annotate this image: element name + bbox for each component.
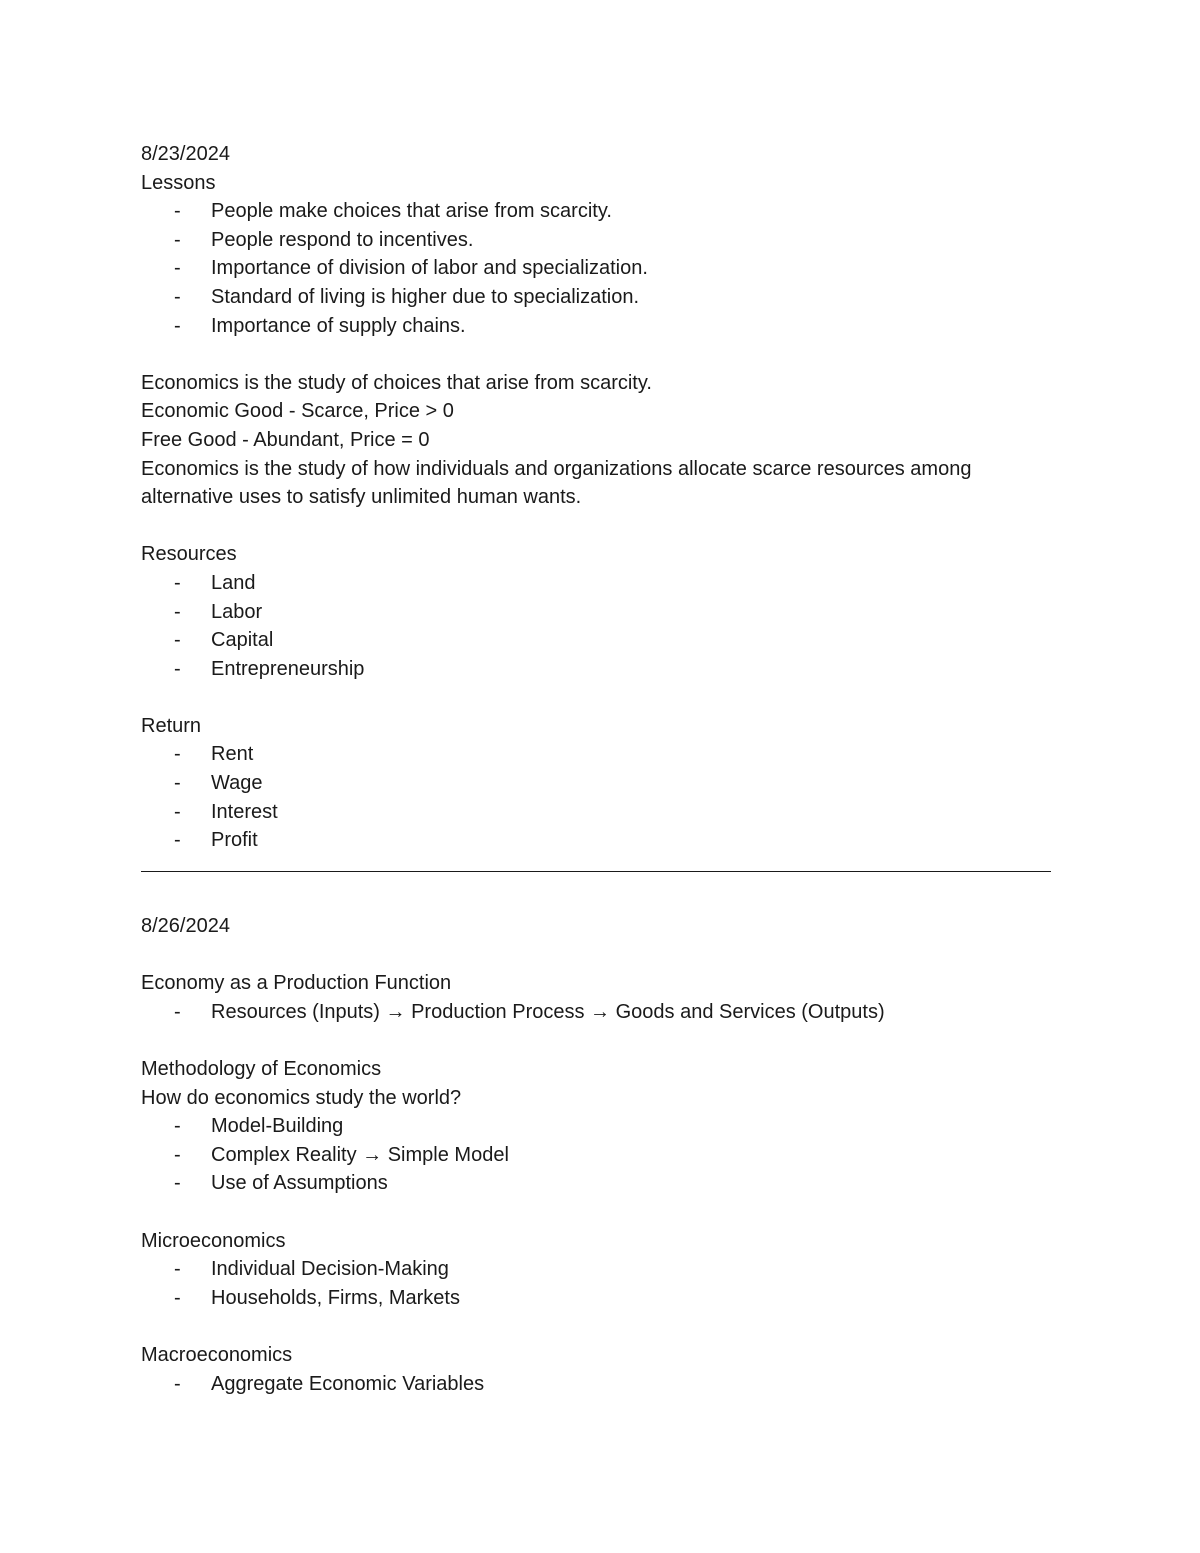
list-item: - Households, Firms, Markets bbox=[141, 1284, 1101, 1313]
list-item: - People respond to incentives. bbox=[141, 226, 1101, 255]
spacer bbox=[141, 941, 1101, 970]
list-item: - Labor bbox=[141, 598, 1101, 627]
bullet-dash: - bbox=[174, 314, 181, 337]
lessons-heading: Lessons bbox=[141, 171, 216, 194]
bullet-dash: - bbox=[174, 228, 181, 251]
spacer bbox=[141, 512, 1101, 541]
date-heading: 8/23/2024 bbox=[141, 143, 230, 165]
list-item: - Entrepreneurship bbox=[141, 655, 1101, 684]
bullet-dash: - bbox=[174, 1258, 181, 1281]
list-item: - Rent bbox=[141, 740, 1101, 769]
list-item: - Complex Reality → Simple Model bbox=[141, 1141, 1101, 1170]
bullet-dash: - bbox=[174, 772, 181, 795]
list-item: - Importance of division of labor and specialization. bbox=[141, 254, 1101, 283]
bullet-dash: - bbox=[174, 743, 181, 766]
bullet-dash: - bbox=[174, 257, 181, 280]
definition-line: Free Good - Abundant, Price = 0 bbox=[141, 428, 430, 451]
micro-heading: Microeconomics bbox=[141, 1229, 286, 1252]
macro-heading: Macroeconomics bbox=[141, 1343, 293, 1366]
section-divider bbox=[141, 855, 1101, 884]
list-item: - Capital bbox=[141, 626, 1101, 655]
spacer bbox=[141, 883, 1101, 912]
bullet-dash: - bbox=[174, 629, 181, 652]
spacer bbox=[141, 1312, 1101, 1341]
bullet-dash: - bbox=[174, 1372, 181, 1395]
methodology-heading: Methodology of Economics bbox=[141, 1058, 382, 1080]
bullet-dash: - bbox=[174, 1143, 181, 1166]
list-item: - Wage bbox=[141, 769, 1101, 798]
definition-paragraph: Economics is the study of how individuals and organizations allocate scarce resources among alternative uses to satisfy unlimited human wants. bbox=[141, 457, 972, 509]
list-item: - Individual Decision-Making bbox=[141, 1255, 1101, 1284]
list-item: - People make choices that arise from scarcity. bbox=[141, 197, 1101, 226]
bullet-dash: - bbox=[174, 1286, 181, 1309]
bullet-dash: - bbox=[174, 829, 181, 852]
spacer bbox=[141, 683, 1101, 712]
bullet-dash: - bbox=[174, 571, 181, 594]
list-item: - Standard of living is higher due to specialization. bbox=[141, 283, 1101, 312]
bullet-dash: - bbox=[174, 1115, 181, 1138]
list-item: - Importance of supply chains. bbox=[141, 312, 1101, 341]
resources-heading: Resources bbox=[141, 543, 237, 566]
bullet-dash: - bbox=[174, 200, 181, 223]
list-item: - Resources (Inputs) → Production Process → Goods and Services (Outputs) bbox=[141, 998, 1101, 1027]
bullet-dash: - bbox=[174, 600, 181, 623]
definition-line: Economics is the study of choices that arise from scarcity. bbox=[141, 371, 652, 394]
list-item: - Aggregate Economic Variables bbox=[141, 1370, 1101, 1399]
return-heading: Return bbox=[141, 714, 202, 737]
spacer bbox=[141, 1198, 1101, 1227]
bullet-dash: - bbox=[174, 800, 181, 823]
document-page bbox=[141, 140, 1101, 1398]
bullet-dash: - bbox=[174, 1000, 181, 1023]
definition-line: Economic Good - Scarce, Price > 0 bbox=[141, 400, 454, 423]
list-item: - Interest bbox=[141, 798, 1101, 827]
bullet-dash: - bbox=[174, 1172, 181, 1195]
bullet-dash: - bbox=[174, 657, 181, 680]
methodology-question: How do economics study the world? bbox=[141, 1086, 462, 1109]
list-item: - Profit bbox=[141, 826, 1101, 855]
bullet-dash: - bbox=[174, 285, 181, 308]
list-item: - Use of Assumptions bbox=[141, 1169, 1101, 1198]
list-item: - Land bbox=[141, 569, 1101, 598]
spacer bbox=[141, 340, 1101, 369]
date-heading: 8/26/2024 bbox=[141, 915, 230, 938]
list-item: - Model-Building bbox=[141, 1112, 1101, 1141]
spacer bbox=[141, 1026, 1101, 1055]
production-heading: Economy as a Production Function bbox=[141, 972, 452, 995]
